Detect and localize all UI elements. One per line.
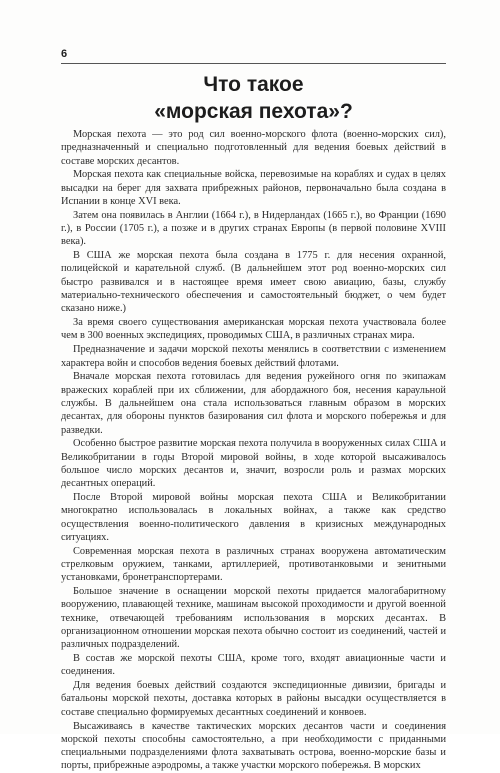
paragraph: Особенно быстрое развитие морская пехота получила в вооруженных силах США и Великобритании в годы Второй мировой войны, в ходе которой высаживалось большое число морских десантов и, значит, возросли роль и размах морских десантных операций. — [61, 438, 446, 490]
paragraph: Вначале морская пехота готовилась для ведения ружейного огня по экипажам вражеских кораблей при их сближении, для абордажного боя, несения караульной службы. В дальнейшем она стала использоваться главным образом в морских десантах, для обороны пунктов базирования сил флота и морского побережья и для разведки. — [61, 371, 446, 436]
paragraph: Затем она появилась в Англии (1664 г.), в Нидерландах (1665 г.), во Франции (1690 г.), в России (1705 г.), а позже и в других странах Европы (в первой половине XVIII века). — [61, 209, 446, 248]
paragraph: Современная морская пехота в различных странах вооружена автоматическим стрелковым оружием, танками, артиллерией, противотанковыми и зенитными установками, бронетранспортерами. — [61, 545, 446, 584]
paragraph: После Второй мировой войны морская пехота США и Великобритании многократно использовалась в локальных войнах, а также как средство осуществления военно-политического давления в кризисных международных ситуациях. — [61, 492, 446, 543]
body-text — [61, 128, 446, 773]
paragraph: В состав же морской пехоты США, кроме того, входят авиационные части и соединения. — [61, 653, 446, 678]
paragraph: Морская пехота — это род сил военно-морского флота (военно-морских сил), предназначенный и специально подготовленный для ведения боевых действий в составе морских десантов. — [61, 129, 446, 167]
paragraph: Морская пехота как специальные войска, перевозимые на кораблях и судах в целях высадки на берег для захвата прибрежных районов, первоначально была создана в Испании в конце XVI века. — [61, 169, 446, 207]
paragraph: В США же морская пехота была создана в 1775 г. для несения охранной, полицейской и карательной служб. (В дальнейшем этот род военно-морских сил быстро развивался и в настоящее время имеет свою авиацию, базы, службу материально-технического обеспечения и самостоятельный бюджет, о чем будет сказано ниже.) — [61, 250, 446, 315]
paragraph: Высаживаясь в качестве тактических морских десантов части и соединения морской пехоты способны самостоятельно, а при необходимости с приданными специальными подразделениями флота захватывать острова, военно-морские базы и порты, прибрежные аэродромы, а также участки морского побережья. В морских — [61, 720, 446, 772]
paragraph: Предназначение и задачи морской пехоты менялись в соответствии с изменением характера войн и способов ведения боевых действий флотами. — [61, 344, 446, 369]
paragraph: Для ведения боевых действий создаются экспедиционные дивизии, бригады и батальоны морской пехоты, доставка которых в районы высадки осуществляется в составе специально формируемых десантных соединений и конвоев. — [61, 680, 446, 718]
chapter-title-line-1: Что такое — [203, 73, 304, 96]
page-number: 6 — [61, 48, 68, 60]
header-rule — [61, 63, 446, 64]
paragraph: Большое значение в оснащении морской пехоты придается малогабаритному вооружению, плавающей технике, машинам высокой проходимости и другой военной технике, отвечающей требованиям использования в морских десантах. В организационном отношении морская пехота обычно состоит из соединений, частей и различных подразделений. — [61, 586, 446, 651]
chapter-title — [61, 71, 446, 125]
chapter-title-line-2: «морская пехота»? — [154, 100, 353, 123]
paragraph: За время своего существования американская морская пехота участвовала более чем в 300 военных экспедициях, проводимых США, в различных странах мира. — [61, 317, 446, 342]
